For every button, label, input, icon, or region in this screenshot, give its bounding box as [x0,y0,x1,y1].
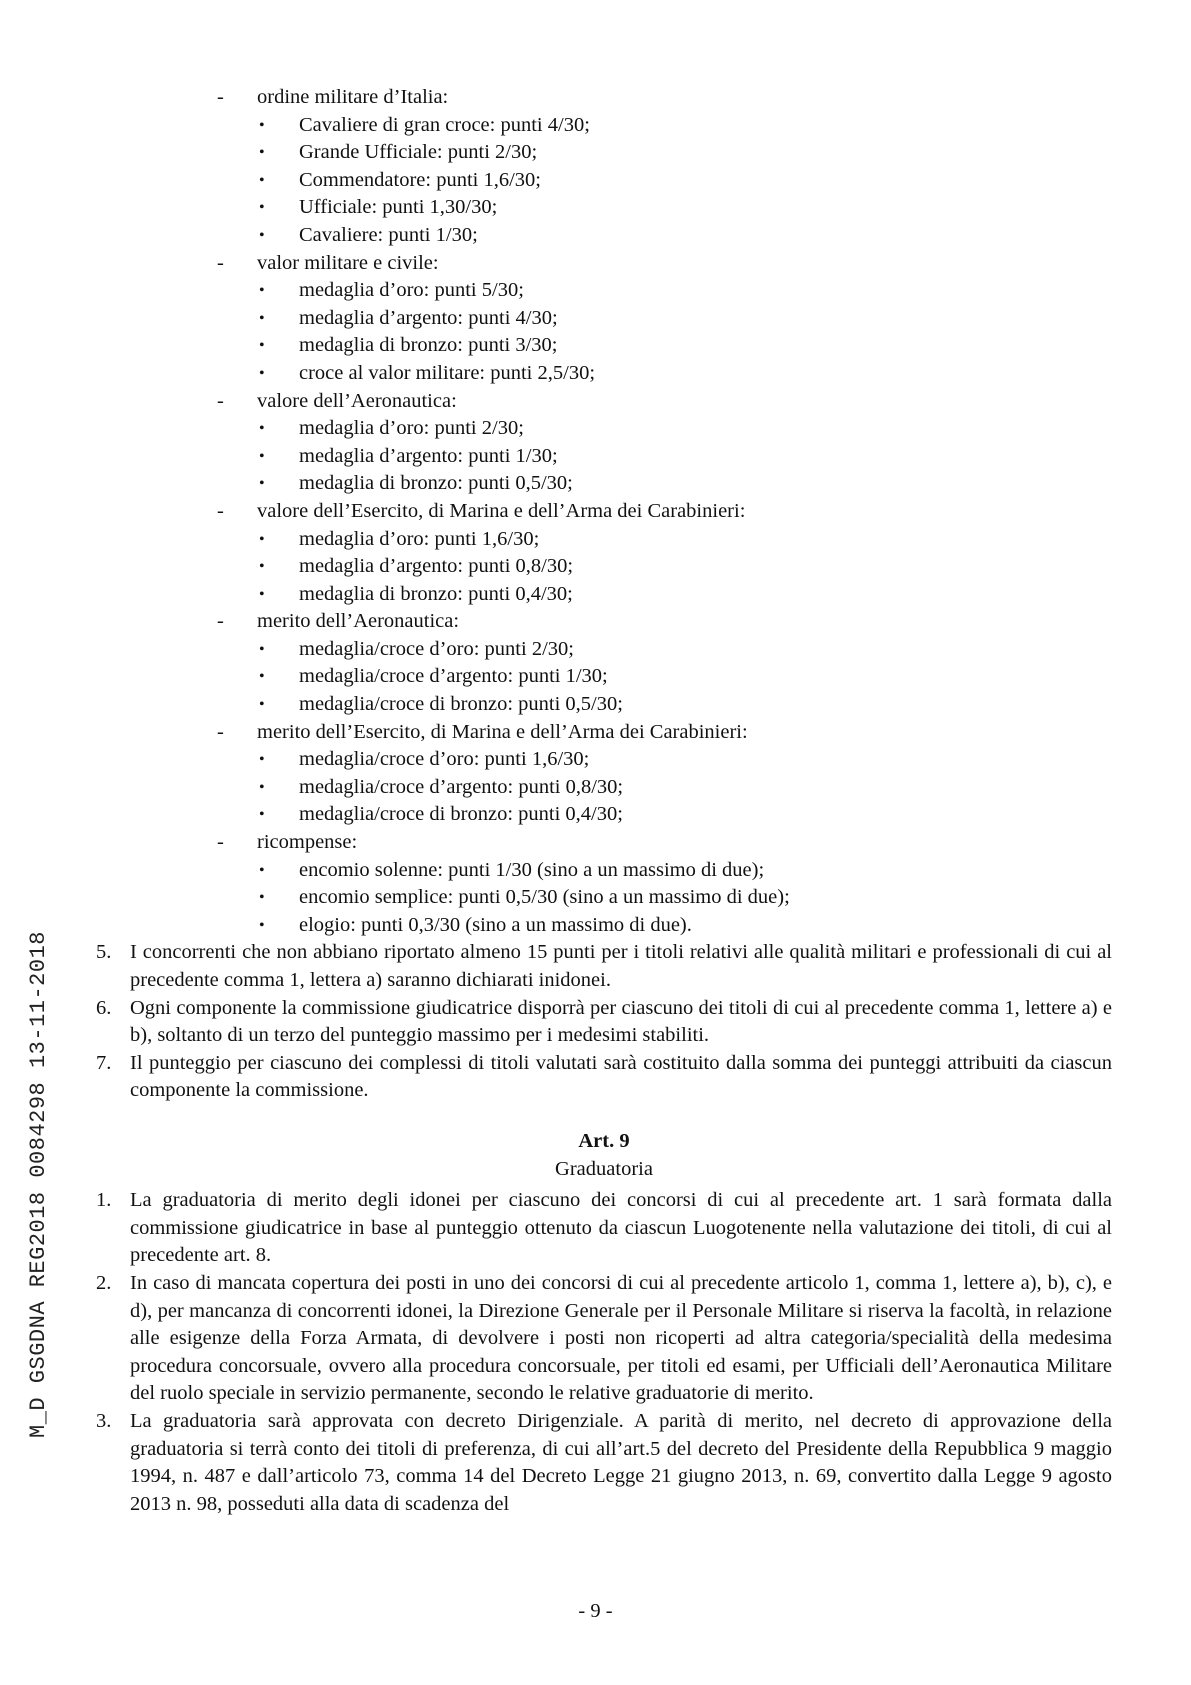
award-item [96,884,1112,912]
numbered-paragraph [96,995,1112,1050]
bullet-icon: • [259,171,265,189]
bullet-icon: • [259,364,265,382]
bullet-icon: • [259,530,265,548]
award-item [96,553,1112,581]
group-heading [96,250,1112,278]
bullet-icon: • [259,144,265,162]
bullet-icon: • [259,447,265,465]
bullet-icon: • [259,337,265,355]
dash-marker: - [217,831,224,854]
bullet-icon: • [259,640,265,658]
dash-marker: - [217,499,224,522]
bullet-icon: • [259,889,265,907]
award-item [96,857,1112,885]
bullet-icon: • [259,226,265,244]
paragraph-number: 7. [96,1051,112,1074]
award-item-text: medaglia/croce d’oro: punti 2/30; [299,637,574,660]
award-item [96,470,1112,498]
article-subtitle: Graduatoria [555,1157,653,1180]
bullet-icon: • [259,585,265,603]
paragraph-text: La graduatoria di merito degli idonei per ciascuno dei concorsi di cui al precedente art. 1 sarà formata dalla commissione giudicatrice in base al punteggio ottenuto da ciascun Luogotenente nella valutazione dei titoli, di cui al precedente art. 8. [130,1189,1112,1267]
award-item-text: medaglia d’oro: punti 2/30; [299,417,524,440]
numbered-paragraph [96,1050,1112,1105]
bullet-icon: • [259,861,265,879]
numbered-paragraph [96,1187,1112,1270]
protocol-stamp: M_D GSGDNA REG2018 0084298 13-11-2018 [26,931,51,1438]
award-item [96,774,1112,802]
paragraph-text: I concorrenti che non abbiano riportato almeno 15 punti per i titoli relativi alle qualità militari e professionali di cui al precedente comma 1, lettera a) saranno dichiarati inidonei. [130,941,1112,991]
numbered-paragraph [96,1270,1112,1408]
award-item-text: Cavaliere: punti 1/30; [299,223,478,246]
bullet-icon: • [259,309,265,327]
award-item-text: medaglia/croce di bronzo: punti 0,5/30; [299,693,623,716]
bullet-icon: • [259,199,265,217]
bullet-icon: • [259,558,265,576]
award-item [96,636,1112,664]
award-item [96,526,1112,554]
paragraph-number: 3. [96,1409,112,1432]
paragraph-number: 1. [96,1189,112,1212]
award-item-text: medaglia d’argento: punti 1/30; [299,444,558,467]
award-item-text: medaglia/croce di bronzo: punti 0,4/30; [299,803,623,826]
award-item-text: encomio semplice: punti 0,5/30 (sino a un massimo di due); [299,886,790,909]
dash-marker: - [217,610,224,633]
award-item [96,663,1112,691]
dash-marker: - [217,720,224,743]
award-item [96,801,1112,829]
award-item [96,194,1112,222]
award-item-text: Cavaliere di gran croce: punti 4/30; [299,113,590,136]
dash-marker: - [217,389,224,412]
award-item [96,332,1112,360]
group-heading [96,498,1112,526]
award-item [96,691,1112,719]
bullet-icon: • [259,282,265,300]
award-item [96,912,1112,940]
award-item [96,443,1112,471]
award-item [96,305,1112,333]
award-item [96,222,1112,250]
paragraph-number: 5. [96,941,112,964]
bullet-icon: • [259,916,265,934]
group-heading-text: valor militare e civile: [257,251,439,274]
award-item [96,746,1112,774]
award-item-text: medaglia d’oro: punti 5/30; [299,279,524,302]
bullet-icon: • [259,420,265,438]
award-item-text: Commendatore: punti 1,6/30; [299,168,541,191]
group-heading-text: valore dell’Esercito, di Marina e dell’Arma dei Carabinieri: [257,499,746,522]
paragraphs-art-8 [96,939,1112,1105]
bullet-icon: • [259,696,265,714]
award-item [96,139,1112,167]
page-content [96,84,1112,1518]
award-item-text: medaglia di bronzo: punti 3/30; [299,334,558,357]
numbered-paragraph [96,1408,1112,1518]
paragraph-text: La graduatoria sarà approvata con decreto Dirigenziale. A parità di merito, nel decreto di approvazione della graduatoria si terrà conto dei titoli di preferenza, di cui all’art.5 del decreto del Presidente della Repubblica 9 maggio 1994, n. 487 e dall’articolo 73, comma 14 del Decreto Legge 21 giugno 2013, n. 69, convertito dalla Legge 9 agosto 2013 n. 98, posseduti alla data di scadenza del [130,1409,1112,1515]
award-item [96,581,1112,609]
award-item-text: medaglia d’oro: punti 1,6/30; [299,527,540,550]
award-item [96,112,1112,140]
numbered-paragraph [96,939,1112,994]
award-item-text: medaglia d’argento: punti 4/30; [299,306,558,329]
award-item-text: medaglia di bronzo: punti 0,5/30; [299,472,573,495]
award-item-text: medaglia di bronzo: punti 0,4/30; [299,582,573,605]
award-groups [96,84,1112,939]
bullet-icon: • [259,751,265,769]
paragraph-text: In caso di mancata copertura dei posti in uno dei concorsi di cui al precedente articolo 1, comma 1, lettere a), b), c), e d), per mancanza di concorrenti idonei, la Direzione Generale per il Personale Militare si riserva la facoltà, in relazione alle esigenze della Forza Armata, di devolvere i posti non ricoperti ad altra categoria/specialità della medesima procedura concorsuale, ovvero alla procedura concorsuale, per titoli ed esami, per Ufficiali dell’Aeronautica Militare del ruolo speciale in servizio permanente, secondo le relative graduatorie di merito. [130,1271,1112,1405]
bullet-icon: • [259,116,265,134]
award-item-text: medaglia/croce d’argento: punti 0,8/30; [299,775,624,798]
group-heading-text: ordine militare d’Italia: [257,86,449,108]
award-item [96,167,1112,195]
group-heading [96,829,1112,857]
group-heading-text: merito dell’Aeronautica: [257,610,460,633]
award-item [96,415,1112,443]
bullet-icon: • [259,778,265,796]
paragraphs-art-9 [96,1187,1112,1518]
award-item-text: Ufficiale: punti 1,30/30; [299,196,498,219]
award-item [96,360,1112,388]
award-item-text: croce al valor militare: punti 2,5/30; [299,361,596,384]
paragraph-number: 6. [96,996,112,1019]
dash-marker: - [217,86,224,108]
award-item-text: Grande Ufficiale: punti 2/30; [299,141,538,164]
group-heading-text: valore dell’Aeronautica: [257,389,457,412]
award-item-text: medaglia/croce d’argento: punti 1/30; [299,665,608,688]
group-heading [96,388,1112,416]
group-heading [96,84,1112,112]
bullet-icon: • [259,668,265,686]
award-item-text: elogio: punti 0,3/30 (sino a un massimo di due). [299,913,692,936]
dash-marker: - [217,251,224,274]
bullet-icon: • [259,806,265,824]
group-heading-text: merito dell’Esercito, di Marina e dell’Arma dei Carabinieri: [257,720,748,743]
article-title: Art. 9 [578,1129,630,1152]
award-item-text: medaglia/croce d’oro: punti 1,6/30; [299,748,590,771]
paragraph-text: Ogni componente la commissione giudicatrice disporrà per ciascuno dei titoli di cui al precedente comma 1, lettere a) e b), soltanto di un terzo del punteggio massimo per i medesimi stabiliti. [130,996,1112,1047]
group-heading-text: ricompense: [257,831,358,854]
page-number: - 9 - [578,1600,613,1622]
paragraph-number: 2. [96,1271,112,1294]
award-item-text: medaglia d’argento: punti 0,8/30; [299,555,574,578]
paragraph-text: Il punteggio per ciascuno dei complessi di titoli valutati sarà costituito dalla somma dei punteggi attribuiti da ciascun componente la commissione. [130,1051,1112,1102]
award-item-text: encomio solenne: punti 1/30 (sino a un massimo di due); [299,858,765,881]
bullet-icon: • [259,475,265,493]
group-heading [96,719,1112,747]
group-heading [96,608,1112,636]
award-item [96,277,1112,305]
